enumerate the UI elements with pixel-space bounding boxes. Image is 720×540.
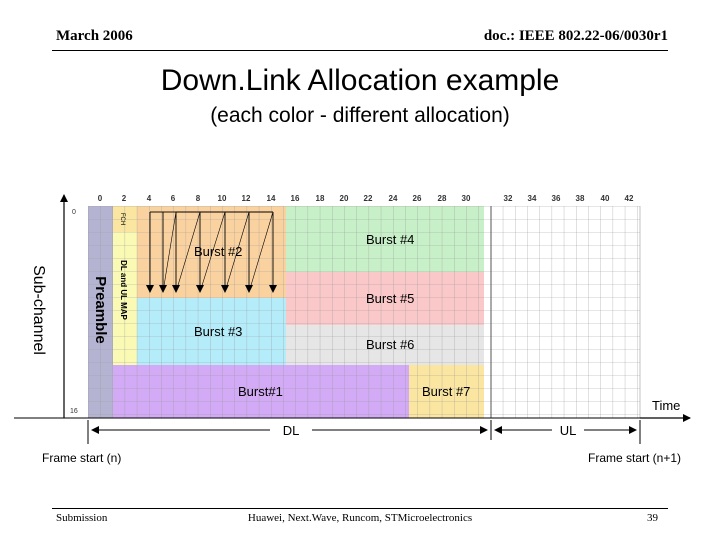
header-doc-id: doc.: IEEE 802.22-06/0030r1 [483, 28, 668, 44]
header-date: March 2006 [56, 28, 133, 44]
frame-start-n1-label: Frame start (n+1) [588, 451, 682, 465]
time-label: Time [652, 398, 681, 413]
x-tick-8: 8 [195, 194, 201, 203]
x-tick-20: 20 [339, 194, 349, 203]
x-tick-26: 26 [412, 194, 422, 203]
x-tick-22: 22 [363, 194, 373, 203]
x-tick-30: 30 [461, 194, 471, 203]
burst6-label: Burst #6 [366, 337, 415, 352]
x-tick-14: 14 [266, 194, 276, 203]
fch-label: FCH [119, 212, 125, 226]
slide-subtitle: (each color - different allocation) [210, 104, 510, 127]
y-tick-bottom: 16 [70, 408, 78, 415]
x-tick-2: 2 [121, 194, 127, 203]
cell-grid [88, 206, 640, 418]
y-tick-top: 0 [72, 209, 76, 216]
x-tick-24: 24 [388, 194, 398, 203]
x-tick-labels [98, 194, 634, 203]
burst5-label: Burst #5 [366, 291, 415, 306]
x-tick-6: 6 [170, 194, 176, 203]
footer-rule [52, 508, 668, 509]
frame-start-n-label: Frame start (n) [42, 451, 122, 465]
preamble-label: Preamble [92, 276, 109, 344]
x-tick-34: 34 [527, 194, 537, 203]
x-tick-28: 28 [437, 194, 447, 203]
x-tick-38: 38 [575, 194, 585, 203]
burst4-label: Burst #4 [366, 232, 415, 247]
x-tick-42: 42 [624, 194, 634, 203]
slide-title: Down.Link Allocation example [160, 64, 560, 97]
x-tick-36: 36 [551, 194, 561, 203]
footer-page-number: 39 [647, 512, 658, 524]
ul-label: UL [559, 423, 577, 438]
x-tick-12: 12 [241, 194, 251, 203]
x-tick-0: 0 [97, 194, 103, 203]
x-tick-10: 10 [217, 194, 227, 203]
burst3-label: Burst #3 [194, 324, 243, 339]
burst7-label: Burst #7 [422, 384, 471, 399]
burst2-label: Burst #2 [194, 244, 243, 259]
burst1-label: Burst#1 [238, 384, 283, 399]
footer-submission: Submission [56, 512, 108, 524]
dl-label: DL [282, 423, 300, 438]
x-tick-18: 18 [315, 194, 325, 203]
x-tick-16: 16 [290, 194, 300, 203]
map-label: DL and UL MAP [119, 260, 128, 320]
y-axis-label: Sub-channel [30, 265, 47, 355]
x-tick-40: 40 [600, 194, 610, 203]
footer-authors: Huawei, Next.Wave, Runcom, STMicroelectronics [247, 512, 473, 524]
x-tick-4: 4 [146, 194, 152, 203]
x-tick-32: 32 [503, 194, 513, 203]
